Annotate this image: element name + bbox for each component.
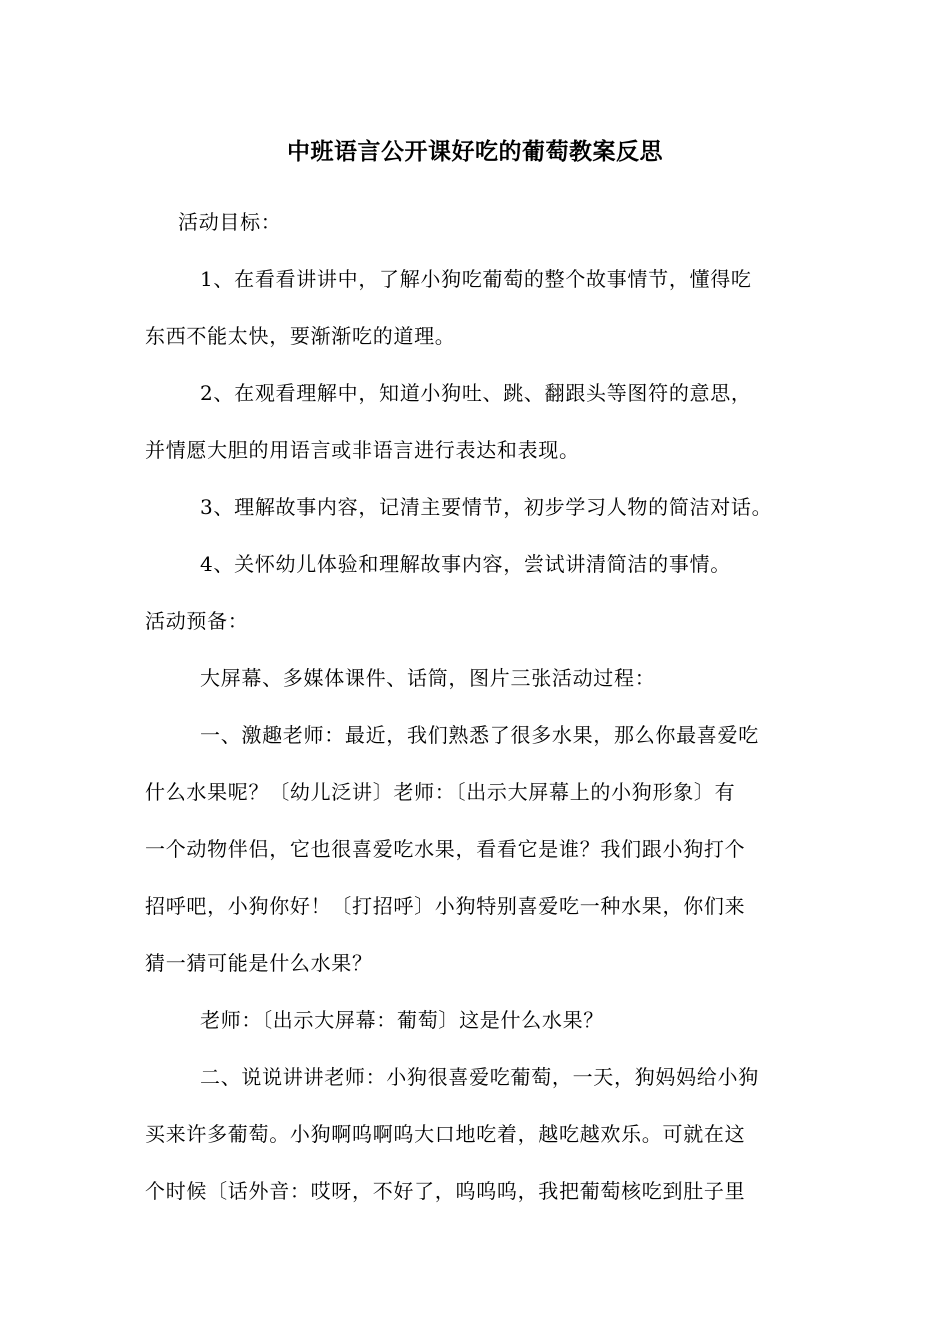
section-heading-preparation: 活动预备： xyxy=(145,609,249,633)
paragraph-line: 一个动物伴侣，它也很喜爱吃水果，看看它是谁？我们跟小狗打个 xyxy=(145,837,746,861)
paragraph-line: 一、激趣老师：最近，我们熟悉了很多水果，那么你最喜爱吃 xyxy=(200,723,759,747)
paragraph-line: 招呼吧，小狗你好！〔打招呼〕小狗特别喜爱吃一种水果，你们来 xyxy=(145,894,746,918)
paragraph-line: 东西不能太快，要渐渐吃的道理。 xyxy=(145,324,456,348)
paragraph-line: 3、理解故事内容，记清主要情节，初步学习人物的简洁对话。 xyxy=(200,495,773,519)
paragraph-line: 大屏幕、多媒体课件、话筒，图片三张活动过程： xyxy=(200,666,656,690)
paragraph-line: 个时候〔话外音：哎呀，不好了，呜呜呜，我把葡萄核吃到肚子里 xyxy=(145,1179,746,1203)
document-title: 中班语言公开课好吃的葡萄教案反思 xyxy=(287,138,663,165)
paragraph-line: 老师：〔出示大屏幕：葡萄〕这是什么水果？ xyxy=(200,1008,604,1032)
paragraph-line: 1、在看看讲讲中，了解小狗吃葡萄的整个故事情节，懂得吃 xyxy=(200,267,752,291)
paragraph-line: 4、关怀幼儿体验和理解故事内容，尝试讲清简洁的事情。 xyxy=(200,552,731,576)
paragraph-line: 二、说说讲讲老师：小狗很喜爱吃葡萄，一天，狗妈妈给小狗 xyxy=(200,1065,759,1089)
paragraph-line: 什么水果呢？〔幼儿泛讲〕老师：〔出示大屏幕上的小狗形象〕有 xyxy=(145,780,736,804)
paragraph-line: 并情愿大胆的用语言或非语言进行表达和表现。 xyxy=(145,438,580,462)
section-heading-goals: 活动目标： xyxy=(178,210,282,234)
paragraph-line: 买来许多葡萄。小狗啊呜啊呜大口地吃着，越吃越欢乐。可就在这 xyxy=(145,1122,746,1146)
paragraph-line: 猜一猜可能是什么水果？ xyxy=(145,951,373,975)
paragraph-line: 2、在观看理解中，知道小狗吐、跳、翻跟头等图符的意思， xyxy=(200,381,752,405)
